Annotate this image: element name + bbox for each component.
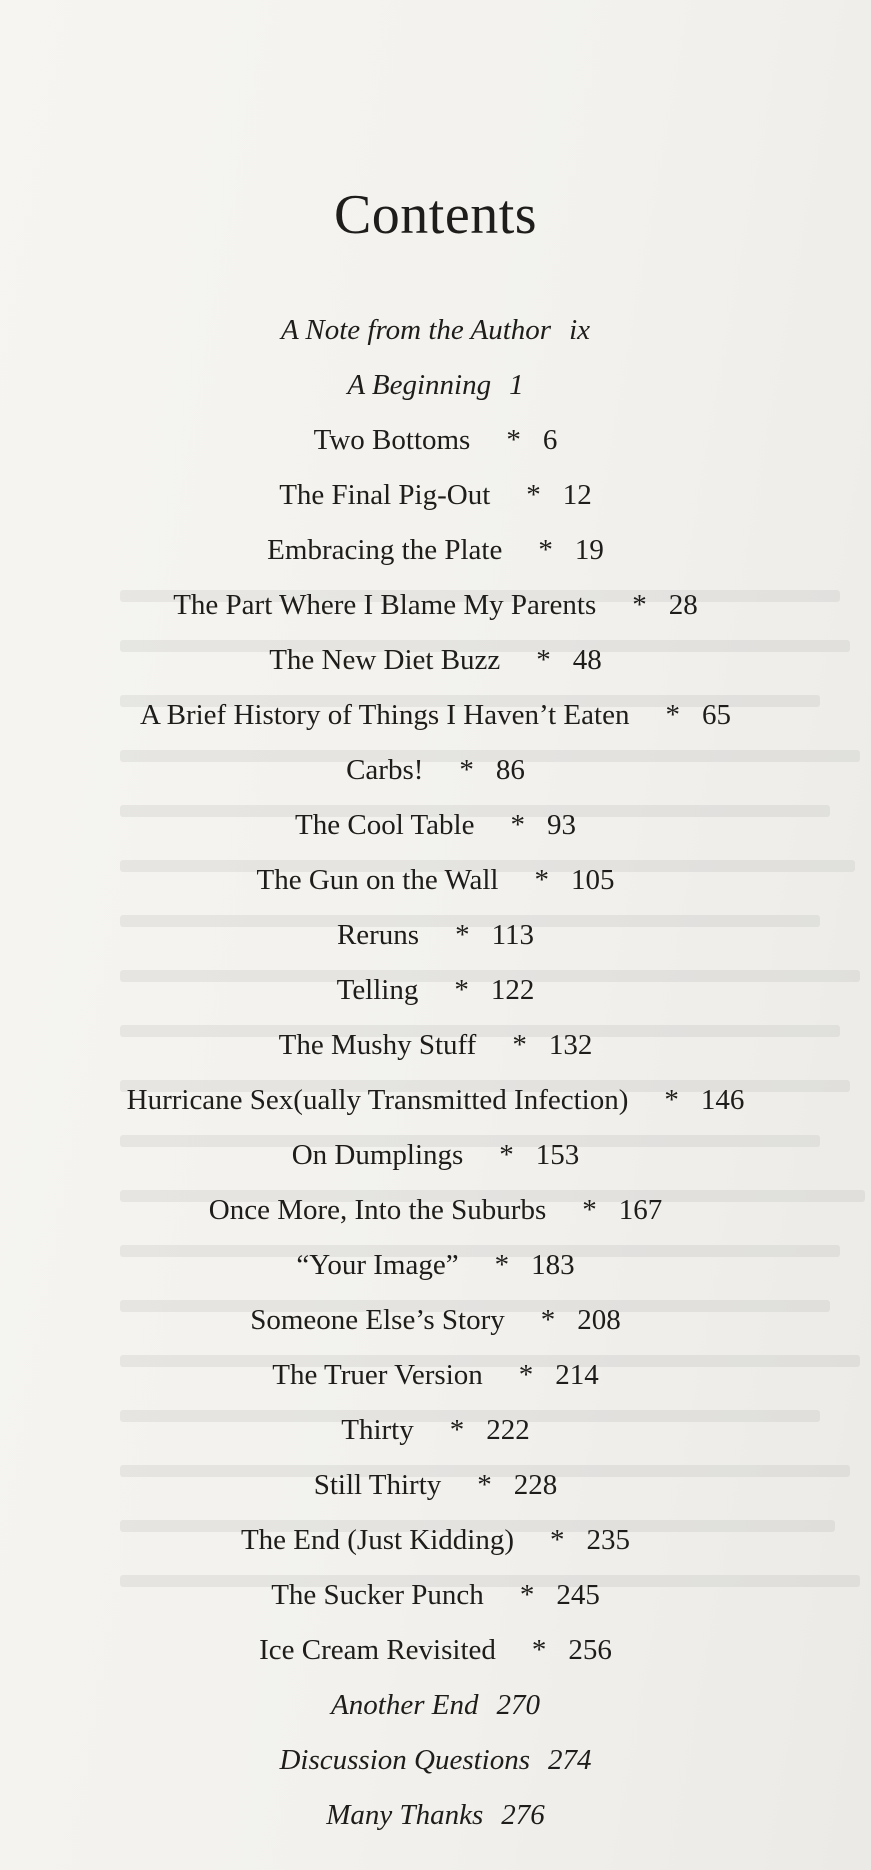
toc-entry-title: Thirty: [341, 1414, 414, 1446]
toc-entry[interactable]: [0, 578, 871, 633]
asterisk-separator: *: [494, 1249, 510, 1281]
toc-entry[interactable]: [0, 1788, 871, 1843]
toc-entry-title: The Cool Table: [295, 809, 475, 841]
toc-entry-title: Hurricane Sex(ually Transmitted Infection): [126, 1084, 629, 1116]
toc-entry-title: The Final Pig-Out: [279, 479, 491, 511]
toc-entry[interactable]: [0, 1018, 871, 1073]
toc-entry-title: Embracing the Plate: [267, 534, 503, 566]
toc-entry[interactable]: [0, 1678, 871, 1733]
toc-entry-page-number: 270: [496, 1689, 540, 1721]
toc-entry-title: The Part Where I Blame My Parents: [173, 589, 597, 621]
toc-entry[interactable]: [0, 743, 871, 798]
toc-entry-title: Two Bottoms: [313, 424, 471, 456]
asterisk-separator: *: [519, 1579, 535, 1611]
toc-entry-title: On Dumplings: [291, 1139, 464, 1171]
toc-entry-page-number: 6: [542, 424, 558, 456]
toc-entry-page-number: 86: [495, 754, 525, 786]
toc-entry-title: Still Thirty: [313, 1469, 442, 1501]
toc-entry-page-number: 12: [562, 479, 592, 511]
toc-entry-page-number: 48: [572, 644, 602, 676]
toc-entry[interactable]: [0, 1623, 871, 1678]
toc-entry[interactable]: [0, 1733, 871, 1788]
asterisk-separator: *: [582, 1194, 597, 1226]
toc-entry-page-number: 28: [668, 589, 698, 621]
toc-entry-page-number: 19: [574, 534, 604, 566]
toc-entry[interactable]: [0, 358, 871, 413]
toc-entry[interactable]: [0, 1403, 871, 1458]
toc-entry[interactable]: [0, 688, 871, 743]
toc-entry-page-number: 105: [570, 864, 615, 896]
asterisk-separator: *: [459, 754, 474, 786]
toc-entry-title: Carbs!: [346, 754, 424, 786]
toc-entry[interactable]: [0, 468, 871, 523]
toc-entry-title: The New Diet Buzz: [269, 644, 501, 676]
toc-entry-page-number: ix: [569, 314, 591, 346]
toc-entry-title: Discussion Questions: [279, 1744, 531, 1776]
toc-entry-title: A Note from the Author: [280, 314, 552, 346]
toc-entry-title: Another End: [331, 1689, 479, 1721]
toc-entry[interactable]: [0, 1293, 871, 1348]
toc-entry[interactable]: [0, 1568, 871, 1623]
toc-entry[interactable]: [0, 963, 871, 1018]
toc-entry-page-number: 146: [700, 1084, 745, 1116]
asterisk-separator: *: [665, 699, 680, 731]
asterisk-separator: *: [632, 589, 647, 621]
asterisk-separator: *: [538, 534, 553, 566]
toc-entry-title: Ice Cream Revisited: [259, 1634, 496, 1666]
toc-entry-page-number: 228: [513, 1469, 558, 1501]
toc-entry-title: The Sucker Punch: [271, 1579, 484, 1611]
toc-entry-page-number: 235: [586, 1524, 631, 1556]
asterisk-separator: *: [455, 919, 470, 951]
toc-entry-page-number: 222: [486, 1414, 530, 1446]
toc-entry[interactable]: [0, 303, 871, 358]
toc-entry-title: The Truer Version: [272, 1359, 483, 1391]
toc-entry[interactable]: [0, 1348, 871, 1403]
toc-entry-title: The End (Just Kidding): [240, 1524, 515, 1556]
toc-entry[interactable]: [0, 1458, 871, 1513]
asterisk-separator: *: [499, 1139, 514, 1171]
asterisk-separator: *: [534, 864, 549, 896]
toc-entry-title: “Your Image”: [296, 1249, 459, 1281]
asterisk-separator: *: [536, 644, 551, 676]
toc-entry-page-number: 122: [490, 974, 535, 1006]
asterisk-separator: *: [531, 1634, 547, 1666]
toc-entry-page-number: 132: [548, 1029, 593, 1061]
asterisk-separator: *: [550, 1524, 565, 1556]
toc-entry-page-number: 183: [531, 1249, 575, 1281]
asterisk-separator: *: [477, 1469, 492, 1501]
asterisk-separator: *: [540, 1304, 556, 1336]
toc-entry-page-number: 93: [546, 809, 576, 841]
asterisk-separator: *: [518, 1359, 534, 1391]
toc-entry-page-number: 274: [548, 1744, 592, 1776]
toc-entry-page-number: 208: [577, 1304, 621, 1336]
toc-entry-title: A Beginning: [347, 369, 492, 401]
toc-entry-page-number: 214: [555, 1359, 599, 1391]
page-title: Contents: [333, 183, 538, 246]
toc-entry[interactable]: [0, 853, 871, 908]
toc-entry-title: The Gun on the Wall: [256, 864, 499, 896]
toc-entry-title: Many Thanks: [326, 1799, 484, 1831]
toc-entry-title: Reruns: [336, 919, 420, 951]
toc-entry[interactable]: [0, 523, 871, 578]
toc-entry-page-number: 153: [535, 1139, 580, 1171]
asterisk-separator: *: [449, 1414, 465, 1446]
toc-entry-page-number: 167: [618, 1194, 663, 1226]
toc-entry[interactable]: [0, 1128, 871, 1183]
toc-entry-page-number: 276: [501, 1799, 545, 1831]
toc-entry[interactable]: [0, 1073, 871, 1128]
toc-entry-page-number: 65: [701, 699, 731, 731]
toc-entry-page-number: 256: [568, 1634, 612, 1666]
toc-entry-title: A Brief History of Things I Haven’t Eaten: [140, 699, 630, 731]
toc-entry[interactable]: [0, 1183, 871, 1238]
toc-entry-page-number: 1: [509, 369, 524, 401]
toc-entry[interactable]: [0, 1238, 871, 1293]
toc-entry-title: Telling: [336, 974, 419, 1006]
toc-entry-title: Someone Else’s Story: [250, 1304, 505, 1336]
toc-entry[interactable]: [0, 1513, 871, 1568]
toc-entry[interactable]: [0, 413, 871, 468]
toc-entry[interactable]: [0, 798, 871, 853]
asterisk-separator: *: [664, 1084, 679, 1116]
asterisk-separator: *: [454, 974, 469, 1006]
asterisk-separator: *: [506, 424, 521, 456]
toc-entry[interactable]: [0, 633, 871, 688]
toc-entry-title: The Mushy Stuff: [278, 1029, 477, 1061]
toc-entry-page-number: 245: [556, 1579, 600, 1611]
toc-entry-page-number: 113: [491, 919, 535, 951]
asterisk-separator: *: [510, 809, 525, 841]
asterisk-separator: *: [512, 1029, 527, 1061]
table-of-contents: [0, 303, 871, 1843]
toc-entry[interactable]: [0, 908, 871, 963]
asterisk-separator: *: [526, 479, 541, 511]
toc-entry-title: Once More, Into the Suburbs: [208, 1194, 547, 1226]
